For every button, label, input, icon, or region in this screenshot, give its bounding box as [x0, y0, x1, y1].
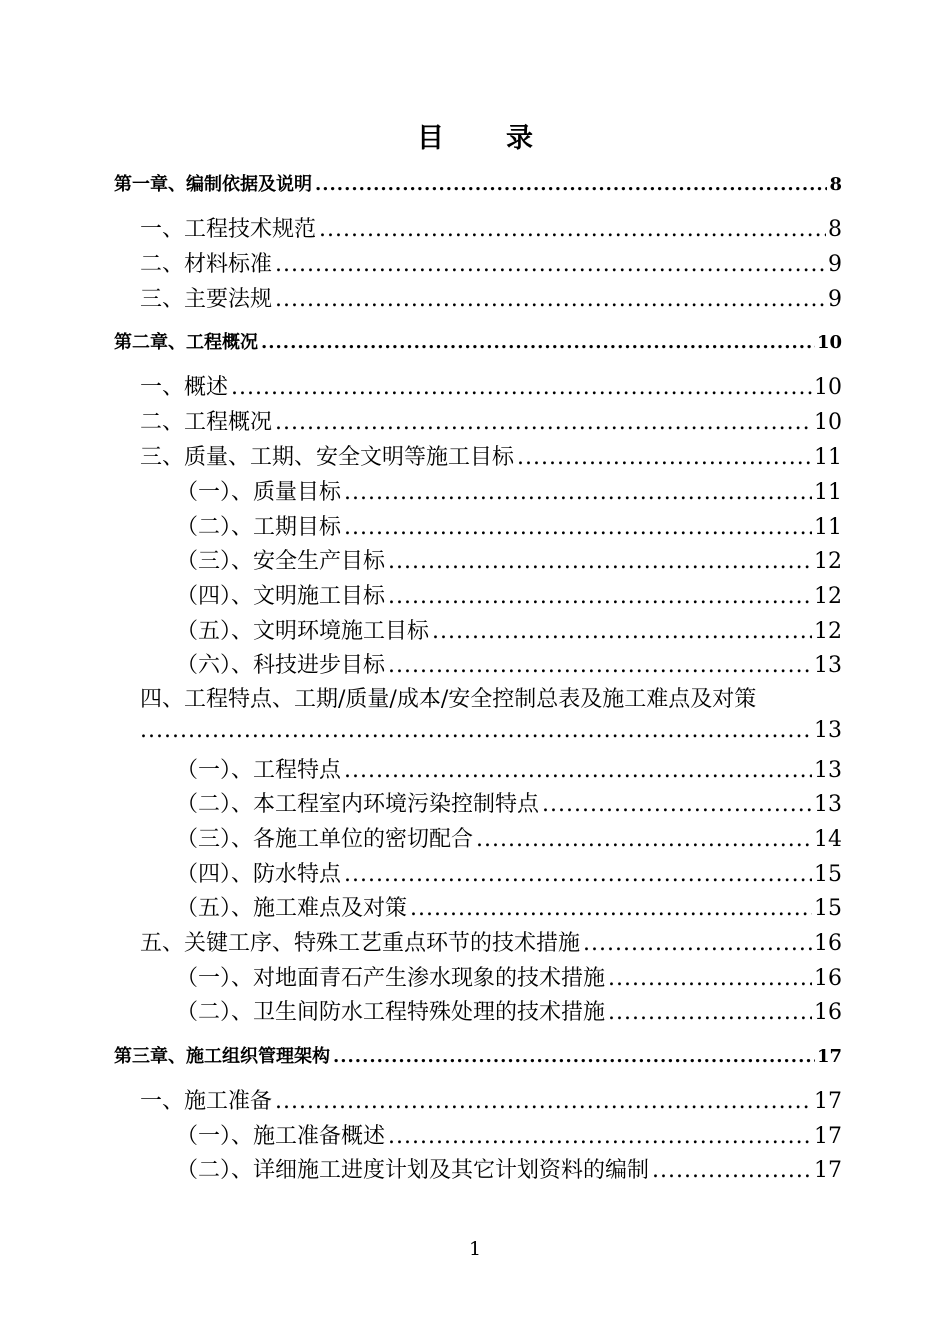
dot-leader	[344, 480, 812, 505]
dot-leader	[410, 896, 812, 921]
toc-entry-page: 17	[816, 1046, 842, 1067]
toc-entry-page: 13	[814, 653, 842, 678]
toc-entry-label: （一）、质量目标	[176, 480, 342, 505]
toc-entry-page: 9	[828, 287, 842, 312]
toc-entry-label: （二）、详细施工进度计划及其它计划资料的编制	[176, 1158, 650, 1183]
toc-entry-label: （四）、防水特点	[176, 862, 342, 887]
toc-entry-subsection[interactable]	[176, 614, 842, 645]
dot-leader	[344, 515, 812, 540]
toc-entry-page: 10	[814, 410, 842, 435]
toc-entry-label: 第二章、工程概况	[114, 332, 258, 353]
toc-entry-label: （一）、施工准备概述	[176, 1124, 386, 1149]
dot-leader	[608, 966, 812, 991]
toc-entry-chapter-3[interactable]	[114, 1042, 842, 1068]
dot-leader	[344, 758, 812, 783]
toc-entry-subsection[interactable]	[176, 579, 842, 610]
toc-entry-page: 10	[814, 375, 842, 400]
toc-entry-section[interactable]	[140, 212, 842, 243]
toc-entry-label: （三）、安全生产目标	[176, 549, 386, 574]
toc-entry-chapter-1[interactable]	[114, 170, 842, 196]
toc-entry-page: 13	[814, 792, 842, 817]
toc-entry-label: 三、质量、工期、安全文明等施工目标	[140, 445, 515, 470]
toc-entry-label: （四）、文明施工目标	[176, 584, 386, 609]
toc-entry-subsection[interactable]	[176, 961, 842, 992]
toc-entry-section[interactable]	[140, 926, 842, 957]
toc-entry-page: 16	[814, 966, 842, 991]
toc-entry-page: 8	[828, 217, 842, 242]
toc-entry-page: 17	[814, 1124, 842, 1149]
toc-entry-page: 12	[814, 584, 842, 609]
dot-leader	[388, 584, 812, 609]
toc-entry-page: 12	[814, 619, 842, 644]
toc-entry-page: 13	[814, 718, 842, 743]
dot-leader	[583, 931, 812, 956]
toc-entry-label: （二）、工期目标	[176, 515, 342, 540]
dot-leader	[476, 827, 812, 852]
toc-entry-page: 14	[814, 827, 842, 852]
toc-entry-label: （三）、各施工单位的密切配合	[176, 827, 474, 852]
toc-entry-label: 四、工程特点、工期/质量/成本/安全控制总表及施工难点及对策	[140, 687, 757, 712]
toc-entry-label: （一）、对地面青石产生渗水现象的技术措施	[176, 966, 606, 991]
toc-entry-continuation	[140, 718, 842, 743]
toc-entry-subsection[interactable]	[176, 648, 842, 679]
dot-leader	[275, 252, 826, 277]
dot-leader	[652, 1158, 812, 1183]
toc-entry-section[interactable]	[140, 1084, 842, 1115]
toc-entry-label: 一、概述	[140, 375, 229, 400]
toc-entry-label: （二）、卫生间防水工程特殊处理的技术措施	[176, 1000, 606, 1025]
toc-entry-label: 第一章、编制依据及说明	[114, 174, 312, 195]
toc-entry-page: 15	[814, 862, 842, 887]
toc-entry-subsection[interactable]	[176, 510, 842, 541]
page-title	[0, 116, 950, 155]
toc-entry-subsection[interactable]	[176, 787, 842, 818]
toc-entry-section[interactable]	[140, 440, 842, 471]
dot-leader	[388, 1124, 812, 1149]
dot-leader	[261, 332, 815, 353]
dot-leader	[275, 287, 826, 312]
title-char-right: 录	[506, 123, 533, 154]
toc-entry-page: 15	[814, 896, 842, 921]
toc-entry-page: 16	[814, 1000, 842, 1025]
dot-leader	[517, 445, 812, 470]
dot-leader	[388, 653, 812, 678]
toc-entry-label: 二、材料标准	[140, 252, 273, 277]
toc-entry-subsection[interactable]	[176, 753, 842, 784]
toc-entry-page: 10	[816, 332, 842, 353]
toc-entry-section[interactable]	[140, 405, 842, 436]
toc-entry-label: 一、施工准备	[140, 1089, 273, 1114]
toc-entry-subsection[interactable]	[176, 857, 842, 888]
toc-entry-page: 12	[814, 549, 842, 574]
toc-entry-subsection[interactable]	[176, 1119, 842, 1150]
toc-entry-page: 17	[814, 1089, 842, 1114]
toc-entry-label: 一、工程技术规范	[140, 217, 317, 242]
dot-leader	[140, 718, 810, 743]
toc-entry-subsection[interactable]	[176, 1153, 842, 1184]
toc-entry-page: 17	[814, 1158, 842, 1183]
dot-leader	[388, 549, 812, 574]
toc-entry-page: 8	[829, 174, 842, 195]
dot-leader	[333, 1046, 815, 1067]
dot-leader	[432, 619, 812, 644]
toc-entry-page: 11	[814, 445, 842, 470]
dot-leader	[608, 1000, 812, 1025]
toc-entry-subsection[interactable]	[176, 475, 842, 506]
toc-entry-subsection[interactable]	[176, 891, 842, 922]
page-number: 1	[468, 1238, 482, 1260]
toc-entry-label: 五、关键工序、特殊工艺重点环节的技术措施	[140, 931, 581, 956]
toc-entry-section[interactable]	[140, 247, 842, 278]
toc-entry-label: （一）、工程特点	[176, 758, 342, 783]
dot-leader	[319, 217, 826, 242]
toc-entry-page: 16	[814, 931, 842, 956]
toc-entry-section[interactable]	[140, 282, 842, 313]
toc-entry-label: 三、主要法规	[140, 287, 273, 312]
toc-entry-label: 二、工程概况	[140, 410, 273, 435]
dot-leader	[344, 862, 812, 887]
toc-entry-page: 13	[814, 758, 842, 783]
toc-entry-label: 第三章、施工组织管理架构	[114, 1046, 330, 1067]
dot-leader	[275, 1089, 812, 1114]
title-char-left: 目	[417, 123, 444, 154]
dot-leader	[231, 375, 812, 400]
toc-entry-label: （五）、文明环境施工目标	[176, 619, 430, 644]
toc-entry-chapter-2[interactable]	[114, 328, 842, 354]
toc-entry-label: （二）、本工程室内环境污染控制特点	[176, 792, 540, 817]
dot-leader	[275, 410, 812, 435]
toc-entry-label: （六）、科技进步目标	[176, 653, 386, 678]
toc-entry-label: （五）、施工难点及对策	[176, 896, 408, 921]
toc-entry-page: 9	[828, 252, 842, 277]
dot-leader	[542, 792, 812, 817]
toc-entry-subsection[interactable]	[176, 995, 842, 1026]
toc-entry-section[interactable]	[140, 370, 842, 401]
toc-entry-subsection[interactable]	[176, 544, 842, 575]
toc-entry-subsection[interactable]	[176, 822, 842, 853]
toc-entry-page: 11	[814, 480, 842, 505]
toc-entry-page: 11	[814, 515, 842, 540]
dot-leader	[315, 174, 827, 195]
